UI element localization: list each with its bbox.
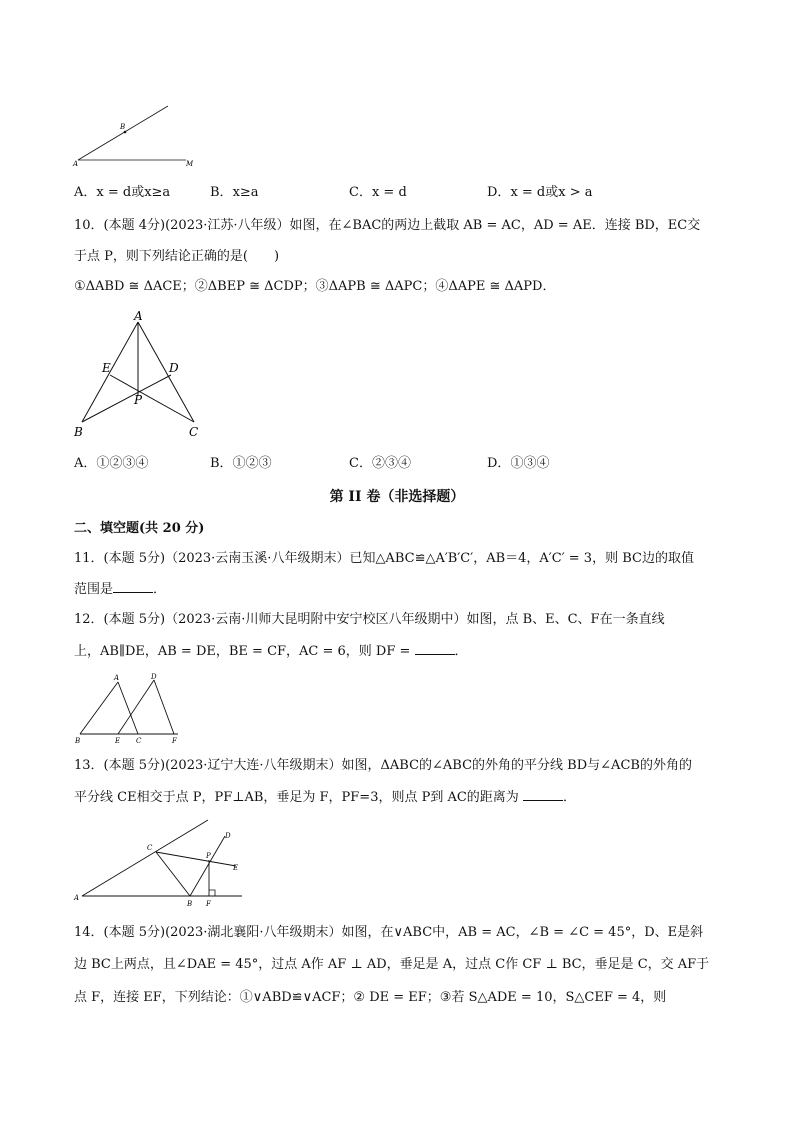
q14-stem-line3: 点 F，连接 EF，下列结论：①∨ABD≌∨ACF；② DE = EF；③若 S△ADE = 10，S△CEF = 4，则 [74,990,667,1005]
q10-figure [70,308,210,443]
q9-option-c-text: x = d [371,185,407,200]
q9-label-B: B [120,123,126,131]
q12-label-F: F [172,737,177,745]
q12-label-D: D [151,673,157,681]
q12-label-E: E [115,737,121,745]
q9-option-d-text: x = d或x > a [510,185,593,200]
q13-figure [70,818,250,910]
q13-label-B: B [187,900,193,908]
q10-option-a-text: ①②③④ [96,456,149,471]
q12-label-B: B [75,737,81,745]
q9-label-M: M [186,160,194,168]
q10-option-b-text: ①②③ [232,456,272,471]
q10-option-b: B．①②③ [210,456,272,471]
q9-option-a: A．x = d或x≥a [74,185,171,200]
q12-label-A: A [114,674,120,682]
q10-option-c-text: ②③④ [371,456,411,471]
q10-option-a: A．①②③④ [74,456,149,471]
q10-label-E: E [102,361,111,375]
section2-heading: 二、填空题(共 20 分) [74,521,205,536]
q11-answer-blank[interactable] [113,580,153,593]
q13-label-A: A [74,894,80,902]
q10-option-d-text: ①③④ [510,456,550,471]
q12-stem-line1: 12．(本题 5分)（2023·云南·川师大昆明附中安宁校区八年级期中）如图，点 B、E、C、F在一条直线 [74,612,665,627]
q10-label-B: B [74,425,83,439]
q13-answer-blank[interactable] [523,788,563,801]
q11-stem-line2: 范围是 ． [74,582,167,597]
q10-label-D: D [169,361,179,375]
q13-label-P: P [206,852,211,860]
q13-label-E: E [233,864,239,872]
q9-label-A: A [73,160,79,168]
q13-label-D: D [225,832,231,840]
q9-option-b: B．x≥a [210,185,259,200]
q13-stem-line2: 平分线 CE相交于点 P，PF⊥AB，垂足为 F，PF=3，则点 P到 AC的距离为 ． [74,790,576,805]
q13-label-C: C [147,844,153,852]
q10-option-c: C．②③④ [349,456,411,471]
q9-option-d: D．x = d或x > a [487,185,593,200]
q10-option-d: D．①③④ [487,456,550,471]
q11-stem-line1: 11．(本题 5分)（2023·云南玉溪·八年级期末）已知△ABC≌△A′B′C′，AB＝4，A′C′ = 3，则 BC边的取值 [74,551,694,566]
q9-option-c: C．x = d [349,185,407,200]
q12-label-C: C [136,737,142,745]
q12-stem-line2: 上，AB∥DE，AB = DE，BE = CF，AC = 6，则 DF = ． [74,644,468,659]
q13-stem-line1: 13．(本题 5分)(2023·辽宁大连·八年级期末）如图，ΔABC的∠ABC的外角的平分线 BD与∠ACB的外角的 [74,758,692,773]
q12-answer-blank[interactable] [415,642,455,655]
q13-label-F: F [206,900,211,908]
part2-title: 第 II 卷（非选择题） [329,489,465,505]
q14-stem-line2: 边 BC上两点，且∠DAE = 45°，过点 A作 AF ⊥ AD，垂足是 A，过点 C作 CF ⊥ BC，垂足是 C，交 AF于 [74,957,710,972]
q9-figure [70,102,200,168]
q14-stem-line1: 14．(本题 5分)(2023·湖北襄阳·八年级期末）如图，在∨ABC中，AB = AC，∠B = ∠C = 45°，D、E是斜 [74,925,704,940]
q9-option-a-text: x = d或x≥a [96,185,171,200]
q9-option-b-text: x≥a [232,185,259,200]
q10-stem-line2: 于点 P，则下列结论正确的是( ) [74,249,280,264]
q10-label-A: A [134,309,143,323]
q12-figure [70,670,190,748]
q10-statements: ①ΔABD ≅ ΔACE；②ΔBEP ≅ ΔCDP；③ΔAPB ≅ ΔAPC；④ΔAPE ≅ ΔAPD． [74,279,556,294]
q10-stem-line1: 10．(本题 4分)(2023·江苏·八年级）如图，在∠BAC的两边上截取 AB = AC，AD = AE．连接 BD，EC交 [74,218,701,233]
q10-label-P: P [134,393,143,407]
q10-label-C: C [189,425,199,439]
